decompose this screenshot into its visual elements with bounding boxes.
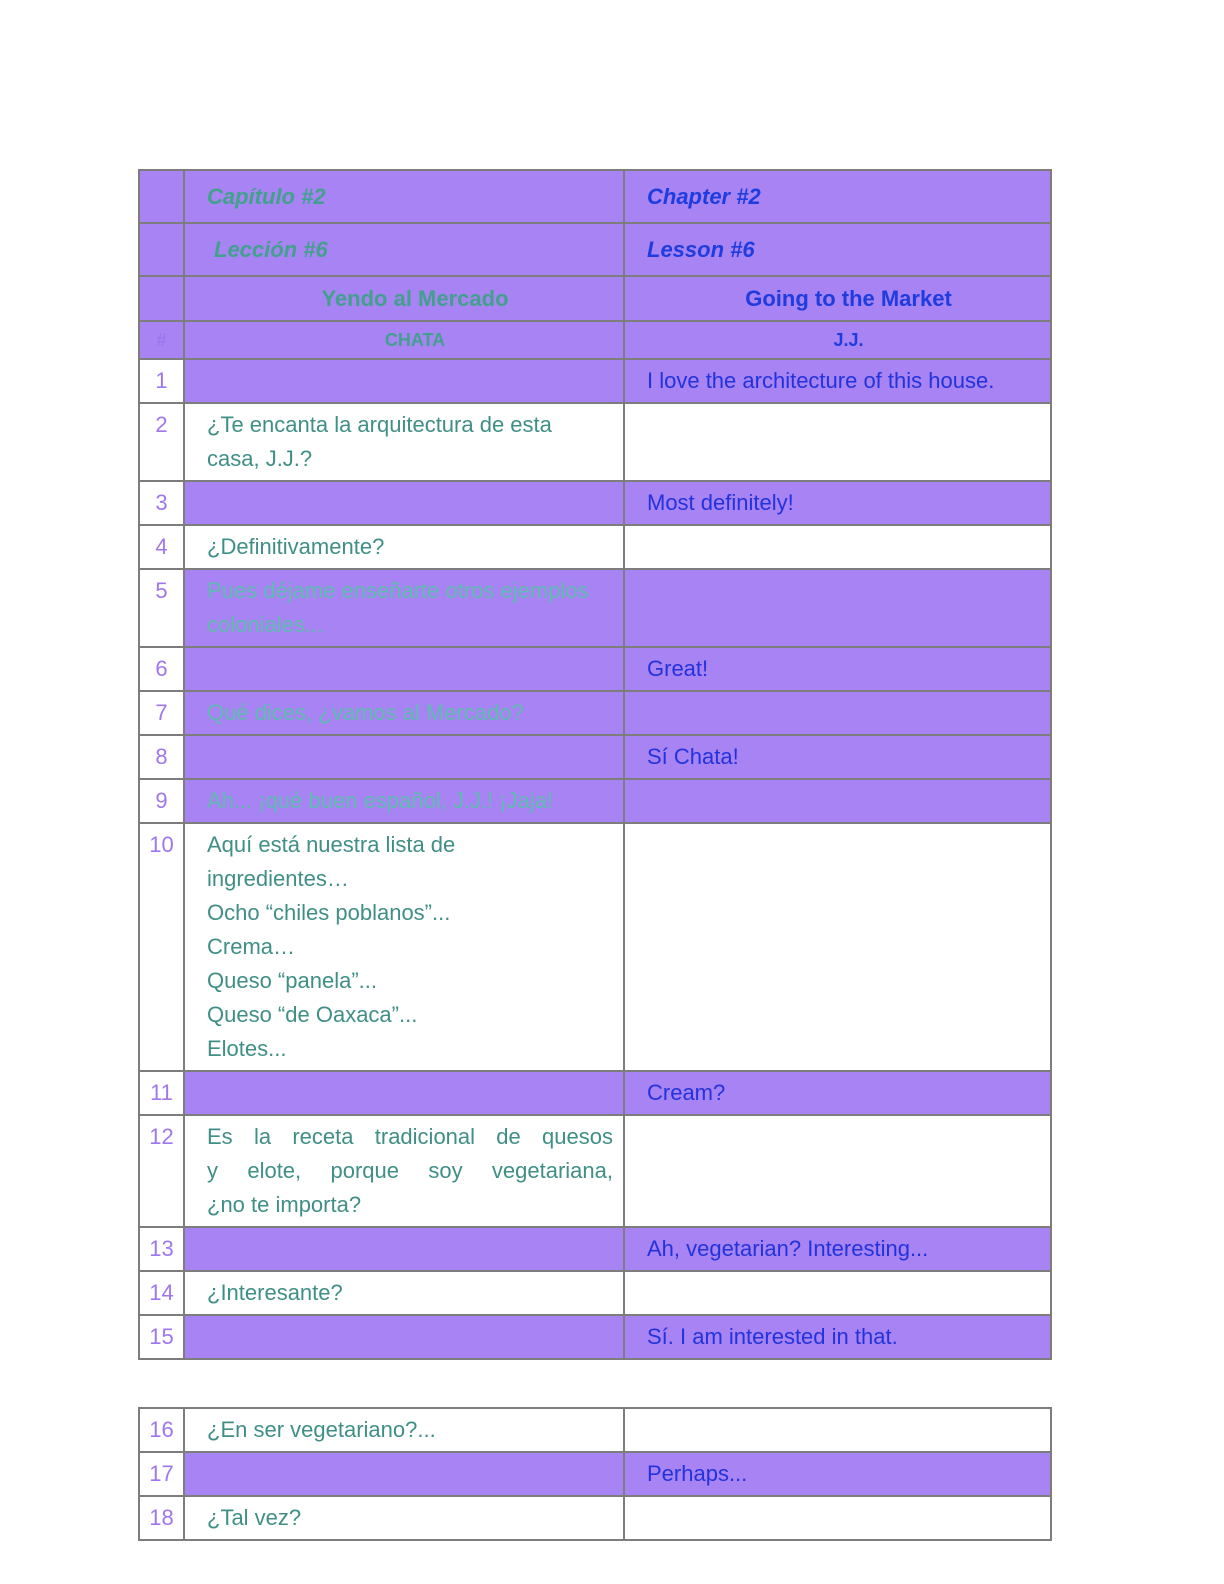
row-number: 11 (139, 1071, 184, 1115)
dialogue-row (139, 1271, 1051, 1315)
row-number: 6 (139, 647, 184, 691)
jj-line (624, 403, 1051, 481)
dialogue-table-2 (138, 1407, 1052, 1541)
chata-text: Aquí está nuestra lista de (207, 832, 456, 857)
jj-line (624, 1071, 1051, 1115)
jj-line (624, 1408, 1051, 1452)
row-number: 17 (139, 1452, 184, 1496)
column-chata-header: CHATA (184, 321, 624, 359)
row-number: 1 (139, 359, 184, 403)
chata-text: Qué dices, ¿vamos al Mercado? (207, 700, 524, 725)
dialogue-rows-continued (139, 1408, 1051, 1540)
dialogue-row (139, 735, 1051, 779)
dialogue-row (139, 823, 1051, 1071)
chata-line (184, 691, 624, 735)
column-number-header: # (139, 321, 184, 359)
dialogue-row (139, 1115, 1051, 1227)
title-en: Going to the Market (624, 276, 1051, 321)
dialogue-row (139, 569, 1051, 647)
row-number: 14 (139, 1271, 184, 1315)
row-number: 3 (139, 481, 184, 525)
chata-text: Queso “panela”... (207, 968, 377, 993)
chata-text: Crema… (207, 934, 296, 959)
empty-cell (139, 276, 184, 321)
chata-text: ¿En ser vegetariano?... (207, 1417, 436, 1442)
chata-text: Queso “de Oaxaca”... (207, 1002, 418, 1027)
chata-text: coloniales... (207, 612, 324, 637)
jj-line (624, 823, 1051, 1071)
jj-line (624, 1271, 1051, 1315)
row-number: 10 (139, 823, 184, 1071)
jj-line (624, 1496, 1051, 1540)
jj-line (624, 1452, 1051, 1496)
dialogue-row (139, 525, 1051, 569)
row-number: 18 (139, 1496, 184, 1540)
row-number: 7 (139, 691, 184, 735)
chata-text: Elotes... (207, 1036, 287, 1061)
jj-text: I love the architecture of this house. (647, 368, 995, 393)
jj-line (624, 525, 1051, 569)
chata-text: Es la receta tradicional de quesos (207, 1124, 613, 1149)
jj-line (624, 779, 1051, 823)
dialogue-row (139, 1071, 1051, 1115)
row-number: 13 (139, 1227, 184, 1271)
column-header-row (139, 321, 1051, 359)
chata-line (184, 1496, 624, 1540)
empty-cell (139, 170, 184, 223)
chata-line (184, 779, 624, 823)
chata-text: ¿Tal vez? (207, 1505, 302, 1530)
chata-text: Ocho “chiles poblanos”... (207, 900, 451, 925)
jj-line (624, 1227, 1051, 1271)
empty-cell (139, 223, 184, 276)
dialogue-table-1 (138, 169, 1052, 1360)
dialogue-row (139, 481, 1051, 525)
chapter-row (139, 170, 1051, 223)
row-number: 5 (139, 569, 184, 647)
lesson-es: Lección #6 (184, 223, 624, 276)
dialogue-row (139, 1315, 1051, 1359)
dialogue-row (139, 1227, 1051, 1271)
chata-line (184, 1227, 624, 1271)
jj-line (624, 1315, 1051, 1359)
jj-text: Sí Chata! (647, 744, 739, 769)
column-jj-header: J.J. (624, 321, 1051, 359)
chata-line (184, 1452, 624, 1496)
chata-line (184, 1071, 624, 1115)
chapter-en: Chapter #2 (624, 170, 1051, 223)
chata-text: y elote, porque soy vegetariana, (207, 1158, 613, 1183)
dialogue-row (139, 647, 1051, 691)
row-number: 2 (139, 403, 184, 481)
chata-line (184, 647, 624, 691)
dialogue-rows (139, 359, 1051, 1359)
dialogue-row (139, 1496, 1051, 1540)
row-number: 16 (139, 1408, 184, 1452)
row-number: 9 (139, 779, 184, 823)
jj-line (624, 735, 1051, 779)
dialogue-row (139, 1408, 1051, 1452)
dialogue-row (139, 403, 1051, 481)
title-row (139, 276, 1051, 321)
jj-text: Cream? (647, 1080, 726, 1105)
row-number: 15 (139, 1315, 184, 1359)
chata-text: Pues déjame enseñarte otros ejemplos (207, 578, 589, 603)
chata-line (184, 735, 624, 779)
chata-text: ingredientes… (207, 866, 349, 891)
dialogue-row (139, 779, 1051, 823)
row-number: 8 (139, 735, 184, 779)
jj-line (624, 359, 1051, 403)
jj-line (624, 647, 1051, 691)
jj-text: Perhaps... (647, 1461, 748, 1486)
chata-text: ¿no te importa? (207, 1192, 362, 1217)
jj-text: Ah, vegetarian? Interesting... (647, 1236, 929, 1261)
row-number: 4 (139, 525, 184, 569)
jj-line (624, 481, 1051, 525)
chata-text: casa, J.J.? (207, 446, 313, 471)
jj-text: Great! (647, 656, 709, 681)
dialogue-row (139, 359, 1051, 403)
chata-text: Ah... ¡qué buen español, J.J.! ¡Jaja! (207, 788, 554, 813)
jj-line (624, 691, 1051, 735)
chata-line (184, 359, 624, 403)
chata-line (184, 1115, 624, 1227)
jj-text: Sí. I am interested in that. (647, 1324, 898, 1349)
lesson-row (139, 223, 1051, 276)
chata-text: ¿Interesante? (207, 1280, 343, 1305)
chata-line (184, 1408, 624, 1452)
chata-line (184, 1271, 624, 1315)
dialogue-row (139, 691, 1051, 735)
lesson-en: Lesson #6 (624, 223, 1051, 276)
jj-text: Most definitely! (647, 490, 794, 515)
chata-text: ¿Definitivamente? (207, 534, 385, 559)
row-number: 12 (139, 1115, 184, 1227)
dialogue-row (139, 1452, 1051, 1496)
jj-line (624, 569, 1051, 647)
chapter-es: Capítulo #2 (184, 170, 624, 223)
chata-line (184, 1315, 624, 1359)
chata-line (184, 403, 624, 481)
chata-line (184, 481, 624, 525)
chata-line (184, 569, 624, 647)
title-es: Yendo al Mercado (184, 276, 624, 321)
chata-line (184, 525, 624, 569)
chata-text: ¿Te encanta la arquitectura de esta (207, 412, 552, 437)
chata-line (184, 823, 624, 1071)
jj-line (624, 1115, 1051, 1227)
